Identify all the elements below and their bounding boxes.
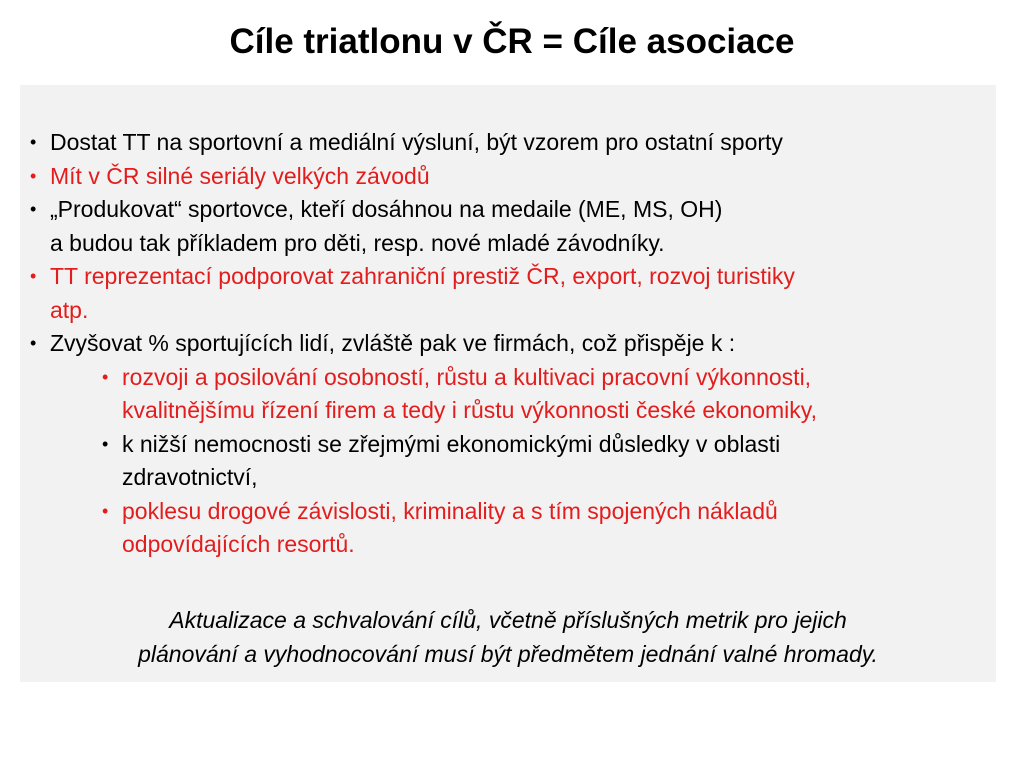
footer-line-2: plánování a vyhodnocování musí být předmětem jednání valné hromady. (138, 640, 878, 667)
bullet-icon: • (30, 333, 37, 353)
benefit-item-2 (102, 428, 980, 495)
goal-text-continued: a budou tak příkladem pro děti, resp. nové mladé závodníky. (50, 229, 665, 256)
bullet-icon: • (30, 165, 37, 186)
bullet-icon: • (30, 266, 37, 286)
goal-text: „Produkovat“ sportovce, kteří dosáhnou na medaile (ME, MS, OH) (50, 196, 723, 222)
goal-text: Dostat TT na sportovní a mediální výsluní, být vzorem pro ostatní sporty (50, 129, 783, 155)
benefit-text-continued: zdravotnictví, (122, 464, 258, 490)
goal-item-1 (30, 126, 980, 160)
benefit-text: k nižší nemocnosti se zřejmými ekonomickými důsledky v oblasti (122, 430, 781, 457)
footer-note (20, 604, 996, 671)
goal-text: Zvyšovat % sportujících lidí, zvláště pak ve firmách, což přispěje k : (50, 330, 736, 356)
benefits-sublist (50, 361, 980, 562)
bullet-icon: • (102, 366, 109, 387)
goal-item-5 (30, 327, 980, 562)
footer-line-1: Aktualizace a schvalování cílů, včetně příslušných metrik pro jejich (169, 607, 847, 633)
benefit-text-continued: odpovídajících resortů. (122, 531, 355, 557)
goal-item-2 (30, 160, 980, 194)
goal-text: Mít v ČR silné seriály velkých závodů (50, 162, 430, 189)
goal-text: TT reprezentací podporovat zahraniční prestiž ČR, export, rozvoj turistiky (50, 263, 795, 289)
bullet-icon: • (30, 199, 37, 219)
goal-text-continued: atp. (50, 296, 89, 323)
bullet-icon: • (102, 500, 109, 521)
slide-title: Cíle triatlonu v ČR = Cíle asociace (229, 22, 795, 61)
bullet-icon: • (30, 132, 37, 152)
goal-item-4 (30, 260, 980, 327)
benefit-text-continued: kvalitnějšímu řízení firem a tedy i růstu výkonnosti české ekonomiky, (122, 397, 817, 423)
benefit-item-3 (102, 495, 980, 562)
bullet-icon: • (102, 433, 109, 454)
goal-item-3 (30, 193, 980, 260)
benefit-text: poklesu drogové závislosti, kriminality a s tím spojených nákladů (122, 497, 778, 524)
goals-list (30, 126, 980, 562)
benefit-item-1 (102, 361, 980, 428)
benefit-text: rozvoji a posilování osobností, růstu a kultivaci pracovní výkonnosti, (122, 363, 812, 390)
